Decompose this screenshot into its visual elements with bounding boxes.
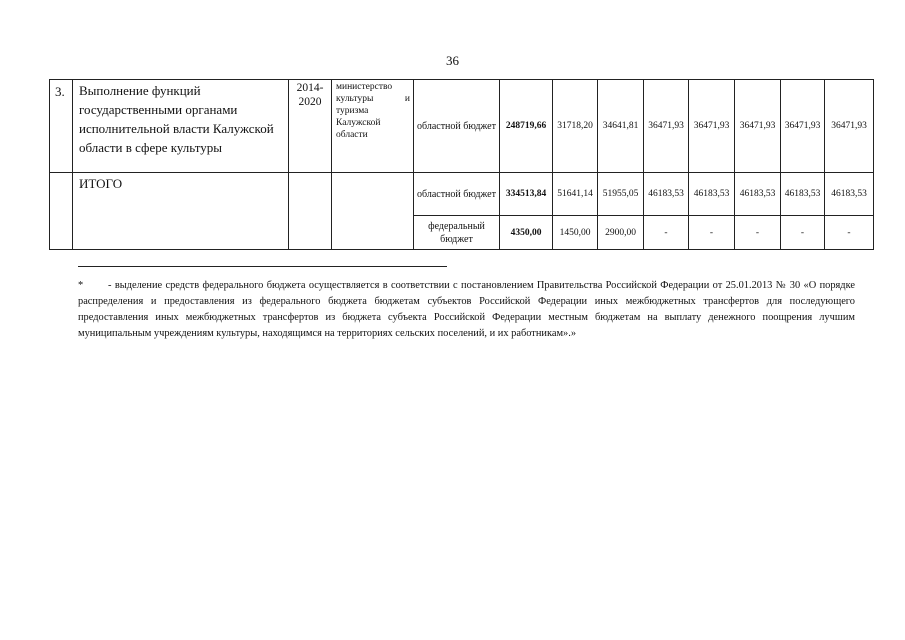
year-value-cell: 46183,53: [735, 173, 781, 216]
years-cell: [289, 80, 332, 173]
funding-source: областной бюджет: [416, 120, 496, 132]
funding-source: федеральный бюджет: [428, 220, 485, 245]
year-value-cell: 36471,93: [689, 80, 735, 173]
year-value-cell: 46183,53: [644, 173, 689, 216]
year-value-cell: 2900,00: [598, 216, 644, 250]
year-value-cell: 36471,93: [644, 80, 689, 173]
year-value-cell: -: [644, 216, 689, 250]
budget-table: [49, 79, 874, 250]
footnote-text: - выделение средств федерального бюджета осуществляется в соответствии с постановлением Правительства Российской Федерации от 25.01.2013 № 30 «О порядке распределения и предоставления из федерального бюджета бюджетам субъектов Российской Федерации иных межбюджетных трансфертов для последующего предоставления иных межбюджетных трансфертов из бюджета субъекта Российской Федерации местным бюджетам на выплату денежного поощрения лучшим муниципальным учреждениям культуры, находящимся на территориях сельских поселений, и их работникам».»: [78, 280, 855, 339]
total-value-cell: 334513,84: [500, 173, 553, 216]
funding-source-cell: [414, 216, 500, 250]
total-value-cell: 4350,00: [500, 216, 553, 250]
year-value-cell: -: [825, 216, 874, 250]
executor-line-2-conj: и: [404, 94, 410, 104]
year-value-cell: 46183,53: [689, 173, 735, 216]
activity-name: Выполнение функций государственными органами исполнительной власти Калужской области в сфере культуры: [79, 83, 274, 155]
executor-line-3: туризма Калужской области: [336, 106, 381, 140]
footnote-marker: *: [78, 280, 84, 291]
year-value-cell: 46183,53: [781, 173, 825, 216]
year-value-cell: 51955,05: [598, 173, 644, 216]
table-row-total-regional: [50, 173, 874, 216]
year-value-cell: 36471,93: [735, 80, 781, 173]
total-label: ИТОГО: [79, 176, 123, 191]
executor-line-2: [336, 93, 410, 105]
years-period: 2014-2020: [296, 82, 324, 108]
total-executor-cell: [332, 173, 414, 250]
total-value-cell: 248719,66: [500, 80, 553, 173]
page-number: 36: [446, 53, 459, 68]
executor-cell: [332, 80, 414, 173]
activity-name-cell: [73, 80, 289, 173]
row-number: 3.: [55, 84, 65, 99]
year-value-cell: 36471,93: [825, 80, 874, 173]
total-years-cell: [289, 173, 332, 250]
year-value-cell: 1450,00: [553, 216, 598, 250]
year-value-cell: 31718,20: [553, 80, 598, 173]
footnote: [78, 278, 855, 342]
funding-source: областной бюджет: [416, 188, 496, 200]
executor-line-2-word: культуры: [336, 94, 374, 104]
year-value-cell: 34641,81: [598, 80, 644, 173]
year-value-cell: 36471,93: [781, 80, 825, 173]
year-value-cell: -: [735, 216, 781, 250]
executor-line-1: министерство: [336, 82, 393, 92]
year-value-cell: -: [781, 216, 825, 250]
row-number-cell: [50, 80, 73, 173]
total-label-cell: [73, 173, 289, 250]
year-value-cell: 51641,14: [553, 173, 598, 216]
executor-name: [332, 80, 413, 141]
table-row-function: [50, 80, 874, 173]
year-value-cell: -: [689, 216, 735, 250]
footnote-separator: [78, 266, 447, 267]
funding-source-cell: [414, 80, 500, 173]
year-value-cell: 46183,53: [825, 173, 874, 216]
total-number-cell: [50, 173, 73, 250]
funding-source-cell: [414, 173, 500, 216]
